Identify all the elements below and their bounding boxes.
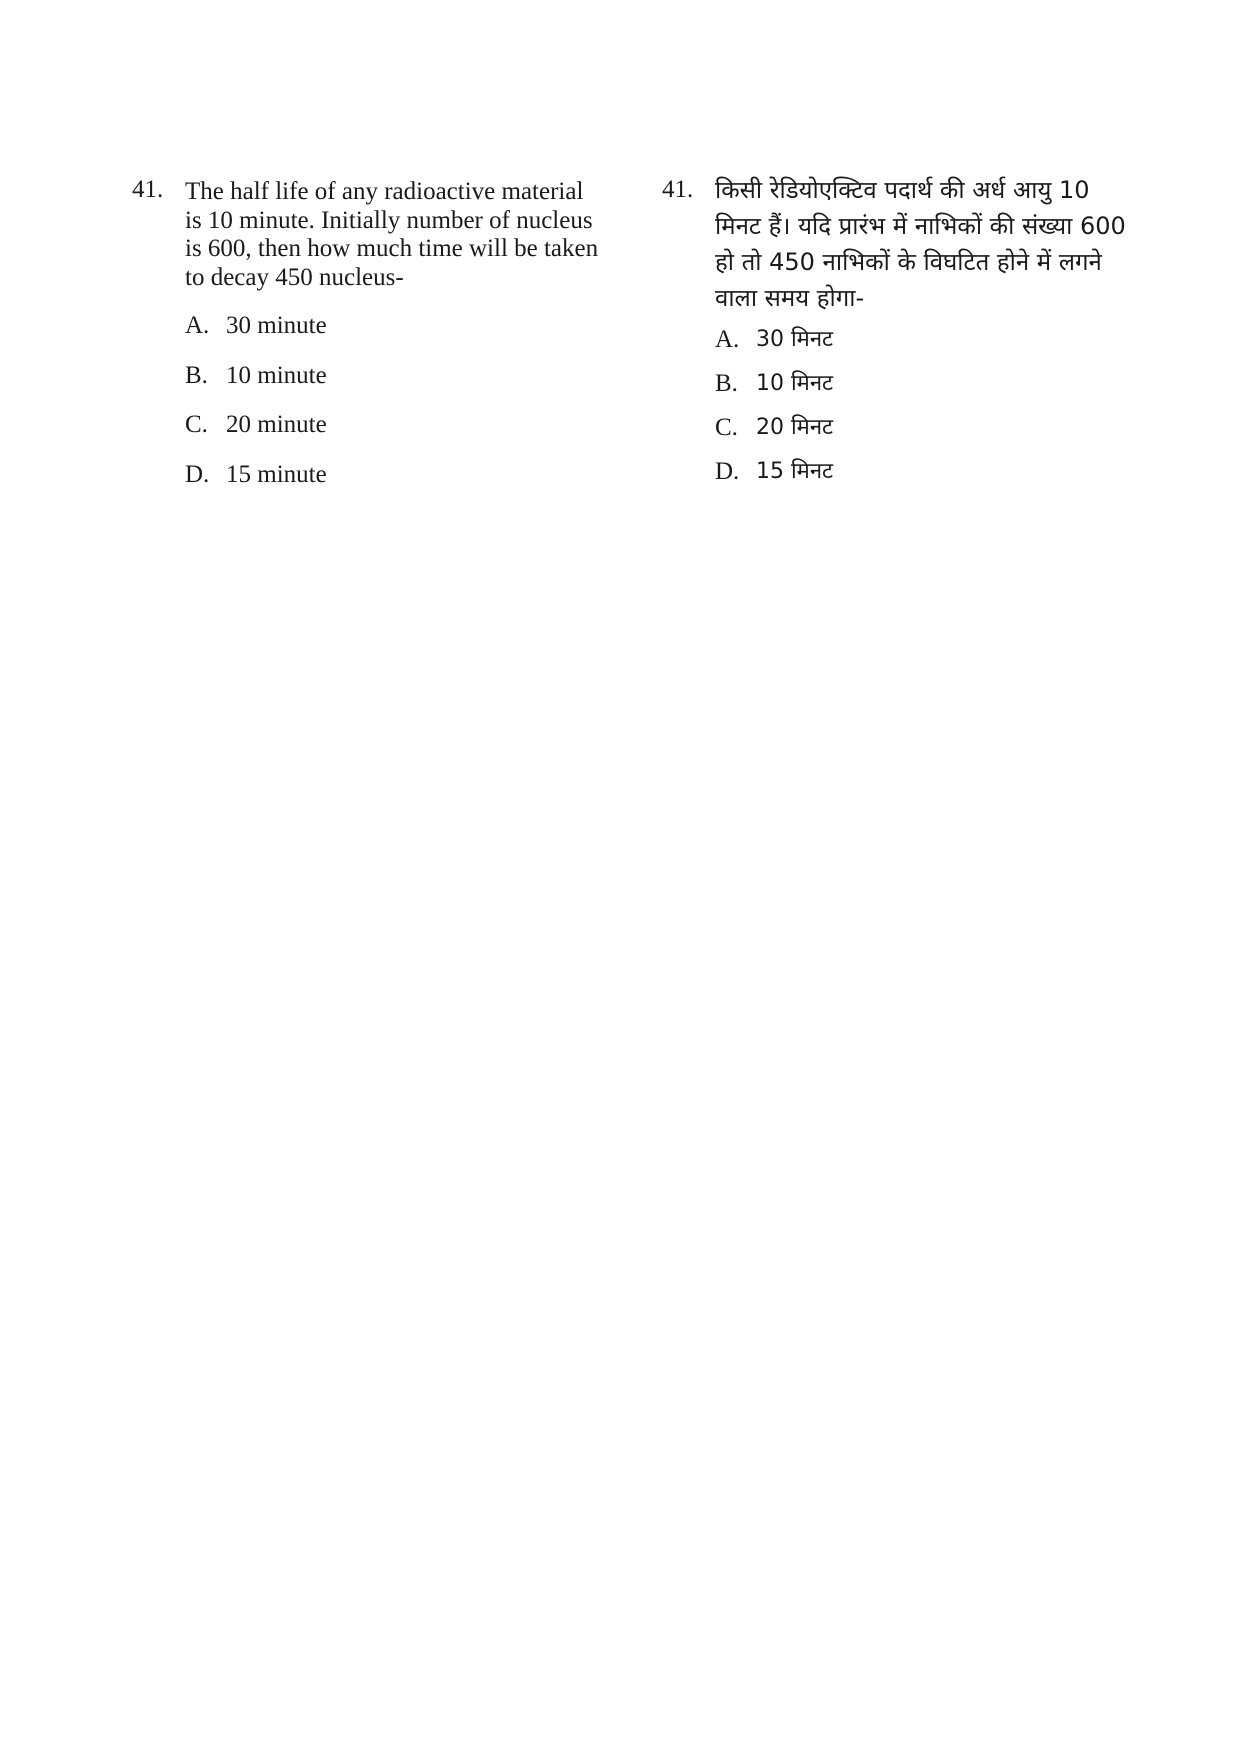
- option-text: 20 मिनट: [756, 415, 834, 440]
- options-list: [715, 326, 1132, 502]
- question-row: [662, 176, 1132, 316]
- option-a: [715, 326, 1132, 370]
- question-hindi: [662, 176, 1132, 502]
- options-list: [185, 312, 602, 510]
- question-number: 41.: [662, 176, 694, 203]
- option-text: 30 minute: [226, 312, 327, 339]
- question-row: [132, 176, 602, 292]
- option-c: [185, 411, 602, 461]
- question-text: किसी रेडियोएक्टिव पदार्थ की अर्ध आयु 10 मिनट हैं। यदि प्रारंभ में नाभिकों की संख्या 600 हो तो 450 नाभिकों के विघटित होने में लगने वाला समय होगा-: [715, 176, 1126, 312]
- option-text: 30 मिनट: [756, 327, 834, 352]
- option-c: [715, 414, 1132, 458]
- option-text: 15 मिनट: [756, 459, 834, 484]
- option-d: [715, 458, 1132, 502]
- option-letter: A.: [715, 326, 740, 353]
- option-letter: B.: [185, 361, 208, 389]
- question-english: [132, 176, 602, 510]
- option-b: [715, 370, 1132, 414]
- option-letter: C.: [715, 414, 738, 441]
- option-a: [185, 312, 602, 362]
- option-d: [185, 461, 602, 511]
- option-letter: D.: [715, 458, 740, 485]
- question-text: The half life of any radioactive material is 10 minute. Initially number of nucleus is 600, then how much time will be taken to decay 450 nucleus-: [185, 178, 599, 291]
- option-text: 20 minute: [226, 411, 327, 438]
- option-letter: B.: [715, 370, 738, 397]
- option-b: [185, 362, 602, 412]
- question-number: 41.: [132, 176, 164, 203]
- option-text: 15 minute: [226, 460, 327, 488]
- option-text: 10 मिनट: [756, 371, 834, 396]
- option-letter: C.: [185, 411, 208, 438]
- option-text: 10 minute: [226, 361, 327, 389]
- option-letter: A.: [185, 312, 210, 339]
- option-letter: D.: [185, 460, 210, 488]
